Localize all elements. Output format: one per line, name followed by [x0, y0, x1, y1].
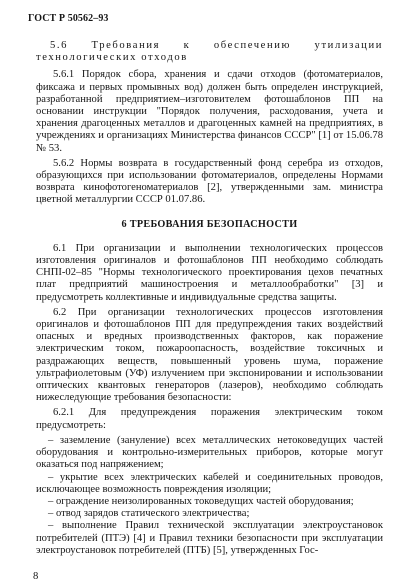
paragraph-5-6-1: 5.6.1 Порядок сбора, хранения и сдачи отходов (фотоматериалов, фиксажа и первых промывных вод) должен быть определен инструкцией, разработанной предприятием–изготовителем фотошаблонов ПП на основании инструкции "Порядок получения, расходования, учета и хранения драгоценных металлов и драгоценных камней на предприятиях, в учреждениях и организациях Министерства финансов СССР" [1] от 15.06.78 № 53. [36, 69, 383, 154]
section-6-title: 6 ТРЕБОВАНИЯ БЕЗОПАСНОСТИ [121, 218, 298, 230]
list-item: – заземление (зануление) всех металлических нетоковедущих частей оборудования и контрольно-измерительных приборов, которые могут оказаться под напряжением; [36, 434, 383, 471]
paragraph-6-2: 6.2 При организации технологических процессов изготовления оригиналов и фотошаблонов ПП для предупреждения таких воздействий опасных и вредных производственных факторов, как поражение электрическим током, пожароопасность, воздействие токсичных и раздражающих веществ, повышенный уровень шума, поражение ультрафиолетовым (УФ) излучением при экспонировании и использовании оптических квантовых генераторов (лазеров), необходимо соблюдать нижеследующие требования безопасности: [36, 306, 383, 404]
paragraph-6-2-1: 6.2.1 Для предупреждения поражения электрическим током предусмотреть: [36, 407, 383, 431]
list-item: – отвод зарядов статического электричества; [48, 508, 250, 520]
paragraph-5-6-2: 5.6.2 Нормы возврата в государственный фонд серебра из отходов, образующихся при использовании фотоматериалов, определены Нормами возврата кинофотогеноматериалов [2], утвержденными зам. министра цветной металлургии СССР 01.07.86. [36, 157, 383, 206]
list-item: – укрытие всех электрических кабелей и соединительных проводов, исключающее возможность повреждения изоляции; [36, 471, 383, 495]
paragraph-6-1: 6.1 При организации и выполнении технологических процессов изготовления оригиналов и фотошаблонов ПП необходимо соблюдать СНПI-02–85 "Нормы технологического проектирования цехов печатных плат предприятий машиностроения и металлообработки" [3] и предусмотреть коллективные и индивидуальные средства защиты. [36, 242, 383, 303]
list-item: – ограждение неизолированных токоведущих частей оборудования; [48, 495, 354, 507]
subsection-5-6-heading: 5.6 Требования к обеспечению утилизации технологических отходов [36, 40, 383, 64]
standard-header: ГОСТ Р 50562–93 [28, 13, 109, 24]
page-number: 8 [33, 571, 39, 582]
list-item: – выполнение Правил технической эксплуатации электроустановок потребителей (ПТЭ) [4] и Правил техники безопасности при эксплуатации электроустановок потребителей (ПТБ) [5], утвержденных Гос- [36, 520, 383, 556]
page-body [36, 40, 383, 557]
